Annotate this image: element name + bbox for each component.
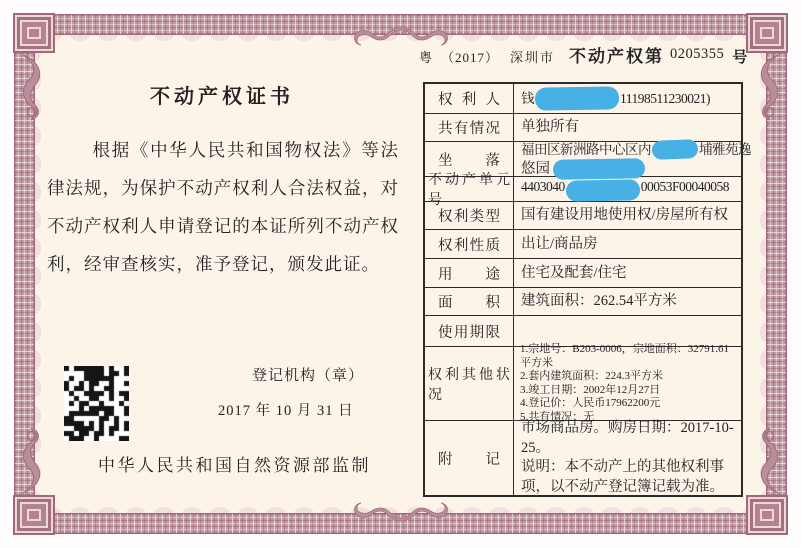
certificate-title: 不动产权证书 xyxy=(150,86,294,108)
row-label: 共有情况 xyxy=(438,121,500,137)
area-value: 建筑面积：262.54平方米 xyxy=(521,293,677,309)
year-label: （2017） xyxy=(441,50,500,65)
table-row xyxy=(425,259,741,288)
row-label: 权利类型 xyxy=(438,209,500,225)
location-line2: 悠园 xyxy=(521,159,738,179)
doc-number: 0205355 xyxy=(670,46,725,62)
other-status-line: 1.宗地号：B203-0006，宗地面积：32791.61平方米 xyxy=(520,343,729,369)
region-label: 粤 xyxy=(419,50,433,65)
row-label: 使用期限 xyxy=(438,324,500,341)
redaction-marker xyxy=(553,158,645,180)
table-row xyxy=(425,343,741,423)
corner-ornament-icon xyxy=(13,13,55,53)
right-type-value: 国有建设用地使用权/房屋所有权 xyxy=(521,207,729,223)
medallion-icon xyxy=(346,501,456,523)
right-nature-value: 出让/商品房 xyxy=(521,235,598,252)
issue-date: 2017 年 10 月 31 日 xyxy=(218,403,354,419)
row-label: 不动产单元号 xyxy=(428,173,510,208)
table-row xyxy=(425,173,741,208)
scroll-flourish-icon xyxy=(16,426,46,494)
other-status-line: 3.竣工日期：2002年12月27日 xyxy=(520,383,661,396)
row-label: 权利人 xyxy=(438,92,500,108)
redaction-marker xyxy=(535,86,619,110)
scroll-flourish-icon xyxy=(16,54,46,122)
table-row xyxy=(425,421,741,495)
location-line1: 福田区新洲路中心区内 埔雅苑逸 xyxy=(521,140,738,159)
remarks-line: 市场商品房。购房日期：2017-10-25。 xyxy=(521,420,734,456)
issuer-line: 中华人民共和国自然资源部监制 xyxy=(98,456,371,475)
doc-number-label: 不动产权第 xyxy=(569,47,665,66)
property-details-table xyxy=(423,82,751,497)
corner-ornament-icon xyxy=(746,495,788,535)
other-status-line: 4.登记价：人民币17962200元 xyxy=(520,397,661,409)
other-status-line: 2.套内建筑面积：224.3平方米 xyxy=(520,370,663,382)
table-row xyxy=(425,202,741,230)
usage-value: 住宅及配套/住宅 xyxy=(521,264,627,281)
row-label: 权利其他状况 xyxy=(428,367,510,403)
registry-seal-label: 登记机构（章） xyxy=(252,368,365,384)
row-label: 用途 xyxy=(438,266,500,283)
table-row xyxy=(425,84,741,114)
doc-number-suffix: 号 xyxy=(732,50,748,66)
table-row xyxy=(425,230,741,259)
table-row xyxy=(425,114,741,142)
city-label: 深圳市 xyxy=(510,50,556,65)
row-label: 坐落 xyxy=(438,152,500,169)
row-label: 权利性质 xyxy=(438,237,500,254)
certificate-number-line xyxy=(419,42,767,67)
corner-ornament-icon xyxy=(13,495,55,535)
owner-value: 钱 11198511230021) xyxy=(521,87,738,110)
row-label: 面积 xyxy=(438,295,500,311)
co-ownership-value: 单独所有 xyxy=(521,119,579,135)
qr-code xyxy=(64,366,129,441)
table-row xyxy=(425,288,741,316)
other-status-line: 5.共有情况：无 xyxy=(520,410,595,423)
legal-statement: 根据《中华人民共和国物权法》等法律法规，为保护不动产权利人合法权益，对不动产权利人申请登记的本证所列不动产权利，经审查核实，准予登记，颁发此证。 xyxy=(47,140,399,274)
redaction-marker xyxy=(566,179,640,201)
remarks-line: 说明：本不动产上的其他权利事项，以不动产登记簿记载为准。 xyxy=(521,459,724,495)
unit-number-value: 4403040 00053F00040058 xyxy=(521,177,738,201)
redaction-marker xyxy=(652,139,699,160)
scroll-flourish-icon xyxy=(755,426,785,494)
row-label: 附记 xyxy=(438,451,500,468)
